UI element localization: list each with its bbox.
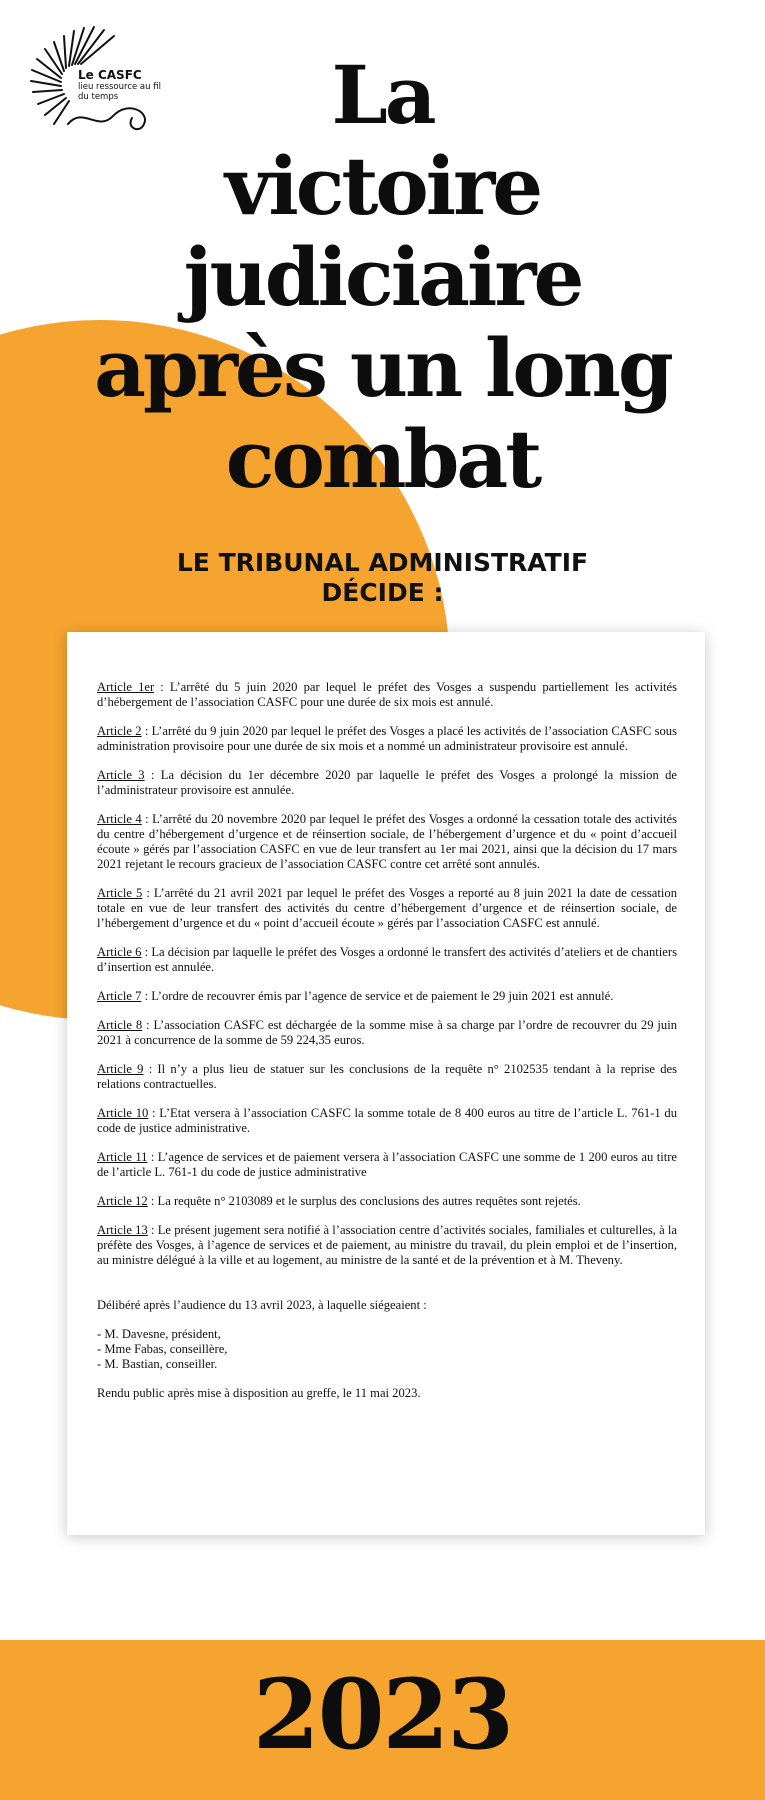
article-13: [97, 1223, 677, 1268]
headline-line: après un long: [94, 321, 671, 415]
judgment-document: [67, 632, 705, 1535]
subheading: [120, 548, 645, 608]
logo-name: Le CASFC: [78, 68, 142, 82]
article-text: : La requête n° 2103089 et le surplus des conclusions des autres requêtes sont rejetés.: [147, 1194, 581, 1208]
article-text: : Il n’y a plus lieu de statuer sur les conclusions de la requête n° 2102535 tendant à la reprise des relations contractuelles.: [97, 1062, 677, 1091]
article-8: [97, 1018, 677, 1048]
article-11: [97, 1150, 677, 1180]
deliberation-statement: Délibéré après l’audience du 13 avril 2023, à laquelle siégeaient :: [97, 1298, 427, 1312]
article-text: : L’Etat versera à l’association CASFC la somme totale de 8 400 euros au titre de l’article L. 761-1 du code de justice administrative.: [97, 1106, 677, 1135]
article-10: [97, 1106, 677, 1136]
article-text: : L’arrêté du 9 juin 2020 par lequel le préfet des Vosges a placé les activités de l’association CASFC sous administration provisoire pour une durée de six mois et a nommé un administrateur provisoire est annulé.: [97, 724, 677, 753]
article-text: : La décision du 1er décembre 2020 par laquelle le préfet des Vosges a prolongé la mission de l’administrateur provisoire est annulée.: [97, 768, 677, 797]
article-label: Article 1er: [97, 680, 155, 694]
headline: [60, 50, 705, 505]
article-label: Article 4: [97, 812, 142, 826]
article-label: Article 2: [97, 724, 142, 738]
article-9: [97, 1062, 677, 1092]
judges-list: [97, 1327, 677, 1372]
article-label: Article 7: [97, 989, 142, 1003]
judge-entry: - M. Bastian, conseiller.: [97, 1357, 218, 1371]
article-label: Article 11: [97, 1150, 148, 1164]
article-text: : L’arrêté du 20 novembre 2020 par lequel le préfet des Vosges a ordonné la cessation totale des activités du centre d’hébergement d’urgence et de réinsertion sociale, de l’hébergement d’urgence et du « point d’accueil écoute » gérés par l’association CASFC en vue de leur transfert au 1er mai 2021, ainsi que la décision du 17 mars 2021 rejetant le recours gracieux de l’association CASFC contre cet arrêté sont annulés.: [97, 812, 677, 871]
headline-line: victoire: [224, 139, 541, 233]
article-text: : Le présent jugement sera notifié à l’association centre d’activités sociales, familiales et culturelles, à la préfète des Vosges, à l’agence de services et de paiement, au ministre du travail, du plein emploi et de l’insertion, au ministre délégué à la ville et au logement, au ministre de la santé et de la prévention et à M. Theveny.: [97, 1223, 677, 1267]
subheading-line: LE TRIBUNAL ADMINISTRATIF: [176, 548, 589, 577]
article-label: Article 12: [97, 1194, 148, 1208]
headline-line: judiciaire: [183, 230, 582, 324]
article-label: Article 9: [97, 1062, 144, 1076]
article-label: Article 3: [97, 768, 145, 782]
subheading-line: DÉCIDE :: [321, 578, 444, 607]
headline-line: La: [331, 48, 434, 142]
article-label: Article 8: [97, 1018, 143, 1032]
closing-section: [97, 1298, 677, 1401]
article-5: [97, 886, 677, 931]
article-text: : L’arrêté du 21 avril 2021 par lequel le préfet des Vosges a reporté au 8 juin 2021 la date de cessation totale en vue de leur transfert des activités du centre d’hébergement d’urgence et de réinsertion sociale, de l’hébergement d’urgence et du « point d’accueil écoute » gérés par l’association CASFC est annulé.: [97, 886, 677, 930]
year-label: 2023: [252, 1658, 513, 1771]
article-text: : L’agence de services et de paiement versera à l’association CASFC une somme de 1 200 euros au titre de l’article L. 761-1 du code de justice administrative: [97, 1150, 677, 1179]
article-7: [97, 989, 677, 1004]
article-text: : L’arrêté du 5 juin 2020 par lequel le préfet des Vosges a suspendu partiellement les activités d’hébergement de l’association CASFC pour une durée de six mois est annulé.: [97, 680, 677, 709]
headline-line: combat: [225, 412, 540, 506]
article-label: Article 13: [97, 1223, 148, 1237]
article-2: [97, 724, 677, 754]
article-4: [97, 812, 677, 872]
logo-tagline: lieu ressource au fil du temps: [78, 82, 161, 102]
article-12: [97, 1194, 677, 1209]
article-6: [97, 945, 677, 975]
judge-entry: - M. Davesne, président,: [97, 1327, 221, 1341]
judge-entry: - Mme Fabas, conseillère,: [97, 1342, 228, 1356]
article-label: Article 10: [97, 1106, 149, 1120]
article-1: [97, 680, 677, 710]
article-text: : La décision par laquelle le préfet des Vosges a ordonné le transfert des activités d’ateliers et de chantiers d’insertion est annulée.: [97, 945, 677, 974]
article-text: : L’ordre de recouvrer émis par l’agence de service et de paiement le 29 juin 2021 est annulé.: [141, 989, 614, 1003]
article-text: : L’association CASFC est déchargée de la somme mise à sa charge par l’ordre de recouvrer du 29 juin 2021 à concurrence de la somme de 59 224,35 euros.: [97, 1018, 677, 1047]
article-label: Article 5: [97, 886, 143, 900]
article-label: Article 6: [97, 945, 142, 959]
article-3: [97, 768, 677, 798]
public-notice: Rendu public après mise à disposition au greffe, le 11 mai 2023.: [97, 1386, 421, 1400]
